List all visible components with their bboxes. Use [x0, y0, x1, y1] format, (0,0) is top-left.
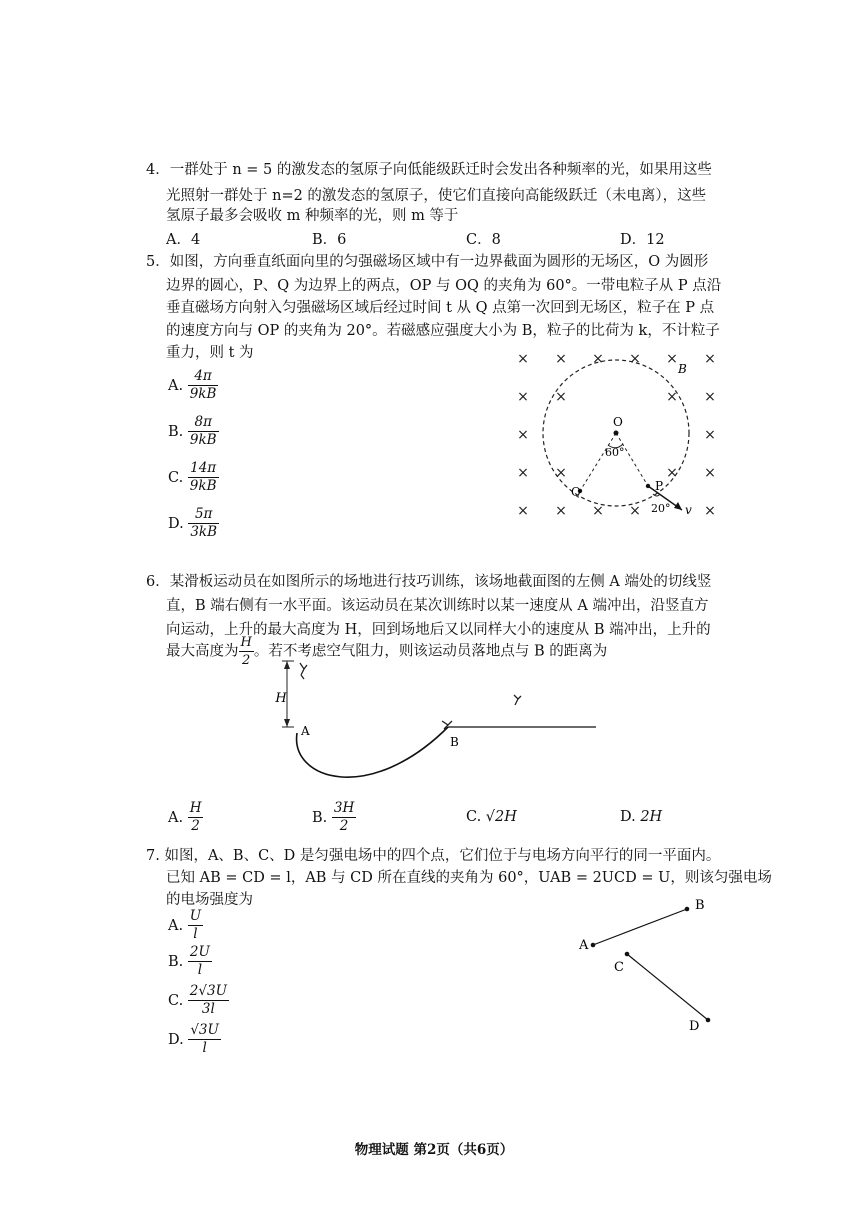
q6-line-1: 6．某滑板运动员在如图所示的场地进行技巧训练，该场地截面图的左侧 A 端处的切线竖 [146, 574, 712, 590]
label-p: P [655, 479, 664, 493]
label-c: C [614, 960, 624, 975]
q4-line-2: 光照射一群处于 n=2 的激发态的氢原子，使它们直接向高能级跃迁（未电离），这些 [166, 188, 707, 204]
q6-h-den: 2 [242, 653, 251, 668]
q6-line-3: 向运动，上升的最大高度为 H，回到场地后又以同样大小的速度从 B 端冲出，上升的 [166, 622, 711, 638]
line-op [616, 433, 648, 486]
q5-choice-a-num: 4π [188, 368, 219, 386]
q7-choice-b-label: B. [168, 953, 184, 970]
label-angle-20: 20° [651, 502, 671, 515]
q5-choice-a [168, 368, 218, 403]
q5-choice-d-den: 3kB [190, 524, 218, 540]
field-cross-9: × [704, 389, 716, 405]
q5-choice-d-label: D. [168, 515, 184, 532]
field-cross-0: × [517, 351, 529, 367]
q5-magnetic-field-figure [505, 340, 735, 525]
q7-field-points-figure [575, 890, 725, 1040]
q7-choice-a-den: l [193, 926, 198, 942]
q6-line-2: 直，B 端右侧有一水平面。该运动员在某次训练时以某一速度从 A 端冲出，沿竖直方 [166, 598, 709, 614]
field-cross-15: × [704, 465, 716, 481]
q5-choice-c-num: 14π [188, 460, 219, 478]
label-d: D [689, 1019, 700, 1034]
field-cross-4: × [666, 351, 678, 367]
q6-choice-b [312, 800, 356, 835]
q6-choice-b-label: B. [312, 809, 328, 826]
q5-choice-b [168, 414, 219, 449]
q6-choice-c-label: C. [466, 809, 482, 825]
q5-line-4: 的速度方向与 OP 的夹角为 20°。若磁感应强度大小为 B，粒子的比荷为 k，不计粒子 [166, 323, 720, 339]
field-cross-1: × [555, 351, 567, 367]
ramp-curve [297, 727, 448, 777]
q5-choice-b-label: B. [168, 423, 184, 440]
field-cross-10: × [517, 427, 529, 443]
q5-choice-a-label: A. [168, 377, 184, 394]
segment-ab [593, 909, 687, 945]
q6-choice-a-den: 2 [191, 818, 200, 834]
field-cross-13: × [555, 465, 567, 481]
q5-line-5: 重力，则 t 为 [166, 345, 254, 361]
line-oq [580, 433, 616, 491]
point-a [591, 943, 596, 948]
field-cross-14: × [666, 465, 678, 481]
height-arrow-down [284, 719, 290, 727]
q6-choice-a-num: H [189, 800, 202, 816]
q7-choice-c-num: 2√3U [189, 983, 227, 999]
field-cross-17: × [555, 503, 567, 519]
label-h: H [275, 691, 287, 706]
q7-choice-a-label: A. [168, 917, 184, 934]
skater-top-icon [300, 663, 307, 679]
label-b: B [450, 735, 459, 749]
q6-line-4-pre: 最大高度为 [166, 643, 239, 660]
q6-skatepark-figure [270, 655, 610, 785]
label-a: A [301, 724, 310, 738]
field-cross-11: × [704, 427, 716, 443]
q7-choice-d-den: l [202, 1040, 207, 1056]
q6-choice-c [466, 809, 517, 825]
q4-choice-a: A．4 [166, 232, 201, 248]
q5-choice-c-den: 9kB [189, 478, 217, 494]
field-cross-8: × [666, 389, 678, 405]
field-cross-12: × [517, 465, 529, 481]
q5-line-3: 垂直磁场方向射入匀强磁场区域后经过时间 t 从 Q 点第一次回到无场区，粒子在 P 点 [166, 300, 715, 316]
q6-choice-b-num: 3H [333, 800, 355, 816]
field-cross-19: × [629, 503, 641, 519]
label-angle-60: 60° [605, 446, 625, 459]
q7-choice-d [168, 1022, 221, 1057]
q7-choice-c [168, 983, 229, 1018]
field-cross-5: × [704, 351, 716, 367]
q5-choice-c-label: C. [168, 469, 184, 486]
label-b-field: B [678, 362, 687, 376]
q5-line-2: 边界的圆心，P、Q 为边界上的两点，OP 与 OQ 的夹角为 60°。一带电粒子从 P 点沿 [166, 278, 722, 294]
q6-choice-d-text: 2H [640, 809, 663, 825]
field-cross-7: × [555, 389, 567, 405]
q4-choice-d: D．12 [620, 232, 665, 248]
q5-choice-c [168, 460, 219, 495]
page-footer: 物理试题 第2页（共6页） [354, 1142, 514, 1158]
field-cross-6: × [517, 389, 529, 405]
q7-choice-a-num: U [189, 908, 202, 924]
skater-mid-icon [514, 695, 521, 705]
q6-choice-b-den: 2 [339, 818, 349, 834]
q4-line-3: 氢原子最多会吸收 m 种频率的光，则 m 等于 [166, 208, 459, 224]
point-o [614, 431, 619, 436]
q6-choice-d-label: D. [620, 809, 636, 825]
q7-line-3: 的电场强度为 [166, 892, 253, 908]
field-cross-16: × [517, 503, 529, 519]
q6-choice-a [168, 800, 203, 835]
field-cross-2: × [592, 351, 604, 367]
q6-choice-d [620, 809, 662, 825]
q7-choice-b-den: l [197, 962, 203, 978]
q4-choice-b: B．6 [312, 232, 347, 248]
label-v: v [685, 503, 692, 517]
q4-line-1: 4．一群处于 n = 5 的激发态的氢原子向低能级跃迁时会发出各种频率的光，如果用这些 [146, 162, 712, 178]
q7-line-2: 已知 AB = CD = l，AB 与 CD 所在直线的夹角为 60°，UAB = 2UCD = U，则该匀强电场 [166, 870, 772, 886]
q5-line-1: 5．如图，方向垂直纸面向里的匀强磁场区域中有一边界截面为圆形的无场区，O 为圆形 [146, 254, 709, 270]
q6-choice-c-text: √2H [485, 809, 517, 825]
label-o: O [613, 415, 623, 429]
field-cross-3: × [629, 351, 641, 367]
q5-choice-a-den: 9kB [189, 386, 217, 402]
q7-choice-d-num: √3U [190, 1022, 219, 1038]
point-d [706, 1018, 711, 1023]
q7-choice-d-label: D. [168, 1031, 184, 1048]
q6-choice-a-label: A. [168, 809, 184, 826]
segment-cd [627, 954, 708, 1020]
q7-choice-b [168, 944, 212, 979]
height-arrow-up [284, 661, 290, 669]
field-cross-18: × [592, 503, 604, 519]
q6-line-4-post: 。若不考虑空气阻力，则该运动员落地点与 B 的距离为 [253, 643, 608, 660]
q4-choice-c: C．8 [466, 232, 501, 248]
q7-line-1: 7. 如图，A、B、C、D 是匀强电场中的四个点，它们位于与电场方向平行的同一平面内。 [146, 848, 721, 864]
q7-choice-c-label: C. [168, 992, 184, 1009]
label-b: B [695, 898, 705, 913]
point-b [685, 907, 690, 912]
label-a: A [579, 938, 589, 953]
label-q: Q [571, 485, 581, 499]
q5-choice-d [168, 506, 219, 541]
q6-h-num: H [240, 635, 252, 650]
q5-choice-b-den: 9kB [189, 432, 217, 448]
q5-choice-d-num: 5π [188, 506, 219, 524]
q7-choice-b-num: 2U [189, 944, 210, 960]
point-c [625, 952, 630, 957]
q7-choice-c-den: 3l [201, 1001, 215, 1017]
q5-choice-b-num: 8π [188, 414, 219, 432]
field-cross-20: × [704, 503, 716, 519]
q7-choice-a [168, 908, 203, 943]
